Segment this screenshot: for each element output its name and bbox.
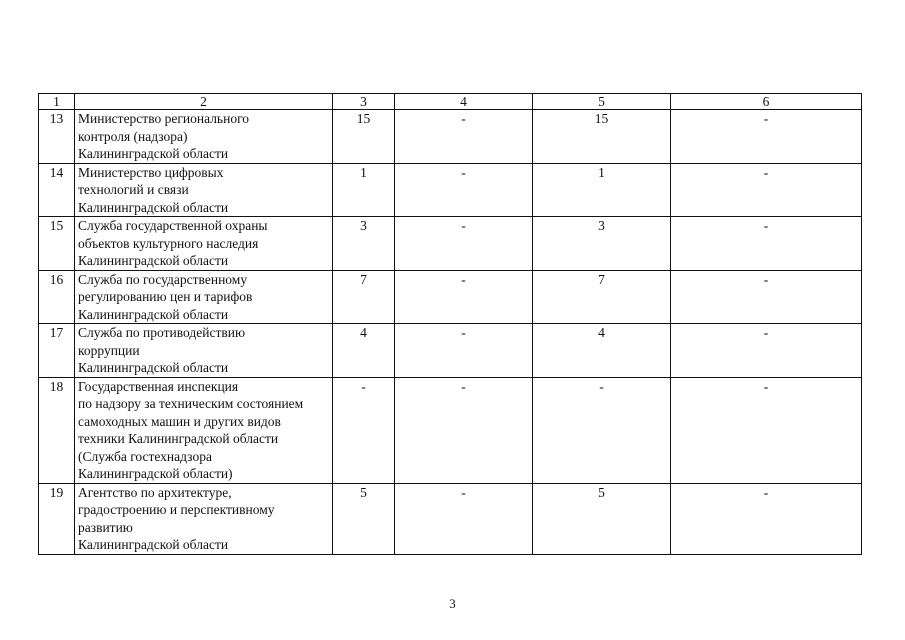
agency-name-line: коррупции — [78, 342, 140, 358]
value-cell-c6: - — [671, 483, 862, 554]
value-cell-c4: - — [395, 270, 533, 324]
header-cell-5: 5 — [533, 94, 671, 110]
value-cell-c3: 7 — [333, 270, 395, 324]
table-body — [39, 94, 862, 555]
agency-name-cell — [75, 270, 333, 324]
agency-name-line: Агентство по архитектуре, — [78, 484, 232, 500]
agency-name-line: Служба по государственному — [78, 271, 248, 287]
table-row — [39, 483, 862, 554]
value-cell-c5: 1 — [533, 163, 671, 217]
agencies-table — [38, 93, 862, 555]
value-cell-c4: - — [395, 163, 533, 217]
value-cell-c3: 4 — [333, 324, 395, 378]
agency-name-line: градостроению и перспективному — [78, 502, 275, 517]
agency-name-line: регулированию цен и тарифов — [78, 289, 253, 304]
table-row — [39, 163, 862, 217]
agency-name-line: Калининградской области — [78, 253, 229, 268]
value-cell-c5: - — [533, 377, 671, 483]
value-cell-c6: - — [671, 324, 862, 378]
value-cell-c4: - — [395, 217, 533, 271]
value-cell-c3: 1 — [333, 163, 395, 217]
agency-name-line: Служба по противодействию — [78, 325, 246, 340]
agency-name-cell — [75, 483, 333, 554]
value-cell-c5: 7 — [533, 270, 671, 324]
value-cell-c6: - — [671, 163, 862, 217]
agency-name-line: Государственная инспекция — [78, 378, 239, 394]
table-row — [39, 110, 862, 164]
agency-name-line: Калининградской области — [78, 306, 229, 322]
value-cell-c5: 3 — [533, 217, 671, 271]
agency-name-line: самоходных машин и других видов — [78, 413, 281, 429]
header-cell-6: 6 — [671, 94, 862, 110]
agency-name-line: Калининградской области — [78, 360, 229, 375]
table-row — [39, 377, 862, 483]
header-cell-4: 4 — [395, 94, 533, 110]
agency-name-line: Калининградской области) — [78, 466, 233, 481]
table-row — [39, 217, 862, 271]
value-cell-c6: - — [671, 110, 862, 164]
agency-name-cell — [75, 217, 333, 271]
header-cell-3: 3 — [333, 94, 395, 110]
table-row — [39, 324, 862, 378]
value-cell-c4: - — [395, 483, 533, 554]
table-row — [39, 270, 862, 324]
row-number-cell: 18 — [39, 377, 75, 483]
row-number-cell: 19 — [39, 483, 75, 554]
value-cell-c4: - — [395, 110, 533, 164]
agency-name-cell — [75, 163, 333, 217]
value-cell-c4: - — [395, 324, 533, 378]
agency-name-line: (Служба гостехнадзора — [78, 448, 212, 464]
value-cell-c4: - — [395, 377, 533, 483]
value-cell-c5: 4 — [533, 324, 671, 378]
header-cell-1: 1 — [39, 94, 75, 110]
value-cell-c6: - — [671, 270, 862, 324]
agency-name-line: объектов культурного наследия — [78, 235, 259, 251]
value-cell-c3: 3 — [333, 217, 395, 271]
agency-name-line: контроля (надзора) — [78, 128, 188, 144]
value-cell-c6: - — [671, 217, 862, 271]
agency-name-line: развитию — [78, 519, 133, 535]
row-number-cell: 13 — [39, 110, 75, 164]
agency-name-line: Служба государственной охраны — [78, 218, 268, 233]
row-number-cell: 14 — [39, 163, 75, 217]
agency-name-cell — [75, 110, 333, 164]
agency-name-line: Министерство регионального — [78, 111, 250, 126]
value-cell-c3: - — [333, 377, 395, 483]
table-header-row — [39, 94, 862, 110]
header-cell-2: 2 — [75, 94, 333, 110]
agency-name-cell — [75, 377, 333, 483]
agency-name-line: Министерство цифровых — [78, 164, 224, 180]
value-cell-c3: 15 — [333, 110, 395, 164]
row-number-cell: 16 — [39, 270, 75, 324]
agency-name-line: Калининградской области — [78, 199, 229, 215]
value-cell-c6: - — [671, 377, 862, 483]
agency-name-line: технологий и связи — [78, 182, 189, 197]
row-number-cell: 17 — [39, 324, 75, 378]
agency-name-cell — [75, 324, 333, 378]
value-cell-c5: 5 — [533, 483, 671, 554]
agency-name-line: Калининградской области — [78, 537, 229, 552]
agency-name-line: Калининградской области — [78, 146, 229, 161]
row-number-cell: 15 — [39, 217, 75, 271]
agency-name-line: по надзору за техническим состоянием — [78, 396, 304, 411]
page-number: 3 — [449, 596, 456, 611]
value-cell-c3: 5 — [333, 483, 395, 554]
agency-name-line: техники Калининградской области — [78, 431, 279, 446]
value-cell-c5: 15 — [533, 110, 671, 164]
